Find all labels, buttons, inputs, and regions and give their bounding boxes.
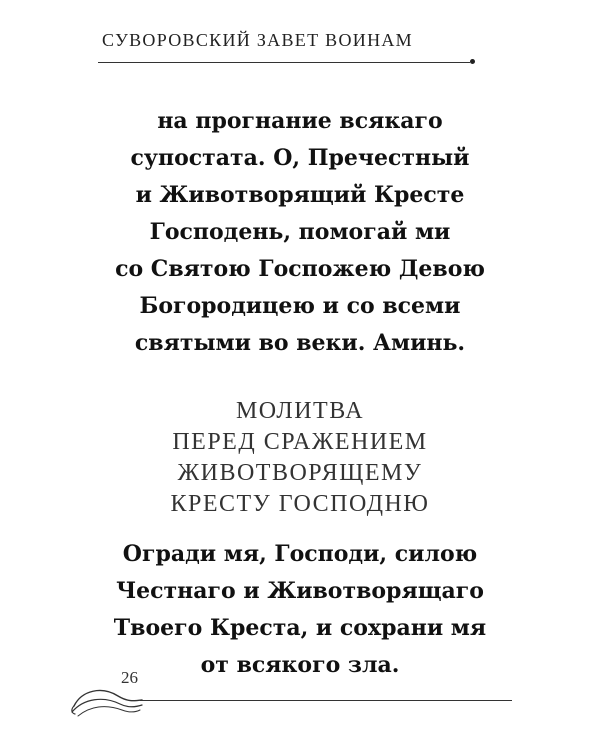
prayer-text [60,536,540,684]
section-heading [60,396,540,520]
footer-rule [140,700,512,701]
text-line: и Животворящий Кресте [135,182,465,208]
prayer-continuation [60,103,540,362]
dot-ornament-icon [470,59,475,64]
running-header: СУВОРОВСКИЙ ЗАВЕТ ВОИНАМ [102,30,413,50]
text-line: святыми во веки. Аминь. [134,330,466,356]
heading-line: КРЕСТУ ГОСПОДНЮ [170,491,430,517]
text-line: от всякого зла. [200,652,400,678]
text-line: Огради мя, Господи, силою [122,541,478,567]
heading-line: МОЛИТВА [235,398,365,424]
heading-line: ПЕРЕД СРАЖЕНИЕМ [172,429,428,455]
text-line: Честнаго и Животворящаго [116,578,484,604]
text-line: Господень, помогай ми [149,219,451,245]
text-line: на прогнание всякаго [157,108,443,134]
text-line: Богородицею и со всеми [139,293,461,319]
text-line: супостата. О, Пречестный [130,145,470,171]
header-rule [98,62,470,63]
heading-line: ЖИВОТВОРЯЩЕМУ [177,460,423,486]
text-line: со Святою Госпожею Девою [115,256,485,282]
text-line: Твоего Креста, и сохрани мя [113,615,487,641]
page-number: 26 [121,668,138,687]
